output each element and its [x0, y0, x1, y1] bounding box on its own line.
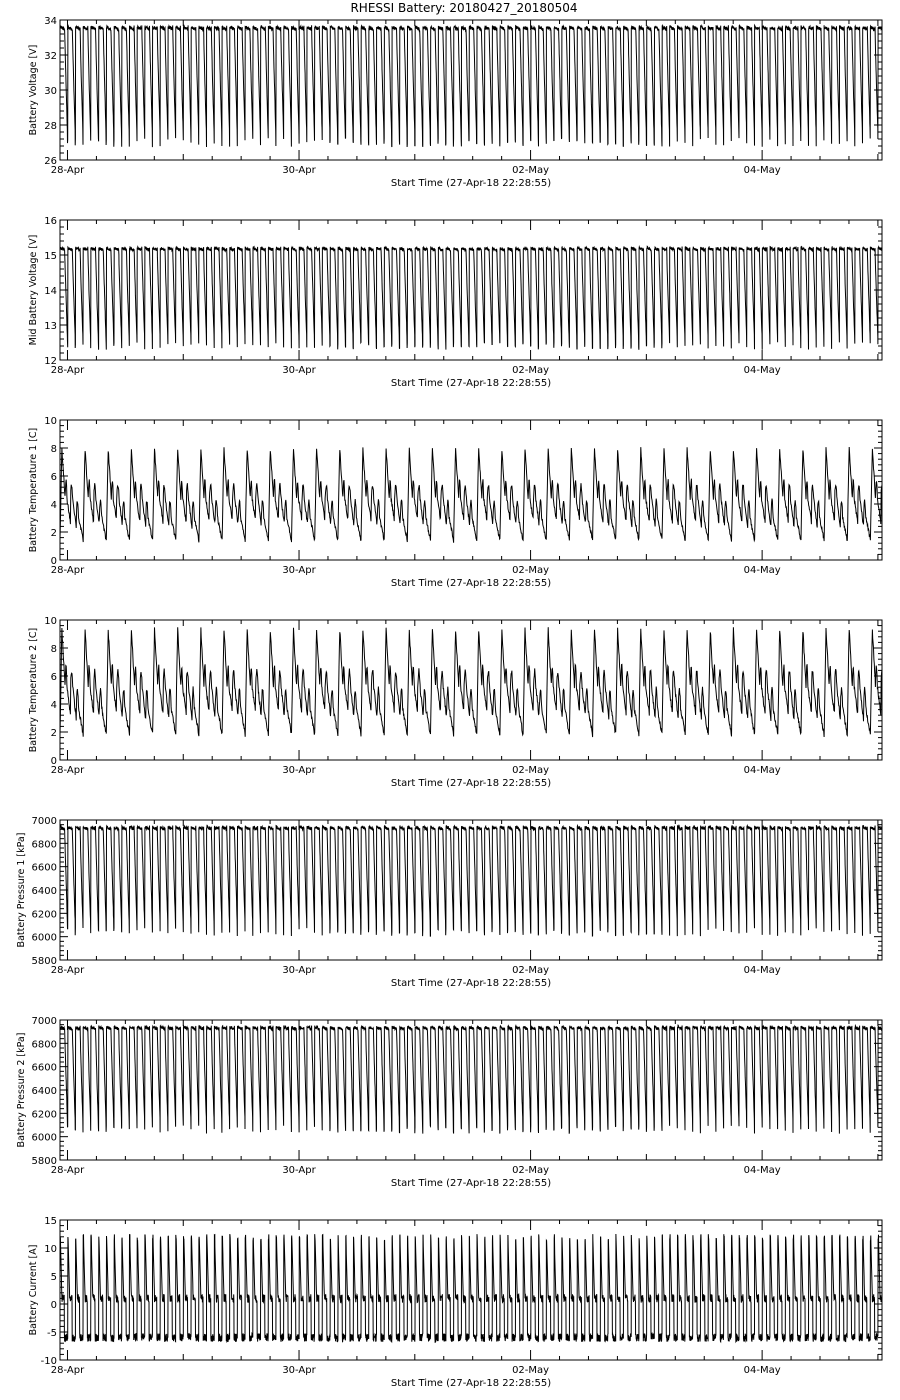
y-tick-label: 6 [50, 672, 57, 683]
x-tick-label: 28-Apr [50, 165, 85, 176]
x-tick-label: 30-Apr [282, 1365, 316, 1376]
y-tick-label: 6600 [31, 1062, 57, 1074]
y-tick-label: 0 [50, 1300, 57, 1311]
x-tick-label: 30-Apr [282, 165, 316, 176]
y-tick-label: 8 [50, 644, 57, 655]
y-tick-label: 28 [44, 121, 57, 132]
x-tick-label: 30-Apr [282, 965, 316, 976]
x-tick-label: 28-Apr [50, 965, 85, 976]
y-tick-label: 6200 [31, 1109, 57, 1121]
x-tick-label: 28-Apr [50, 765, 85, 776]
x-tick-label: 30-Apr [282, 1165, 316, 1176]
y-axis-label: Battery Pressure 1 [kPa] [16, 832, 27, 948]
x-axis-label: Start Time (27-Apr-18 22:28:55) [390, 178, 552, 189]
x-tick-label: 28-Apr [50, 1365, 85, 1376]
x-tick-label: 04-May [743, 165, 781, 176]
y-tick-label: 10 [44, 416, 57, 427]
y-tick-label: 30 [44, 86, 57, 97]
x-tick-label: 28-Apr [50, 365, 85, 376]
x-tick-label: 28-Apr [50, 565, 85, 576]
y-tick-label: 6400 [31, 886, 57, 897]
x-tick-label: 28-Apr [50, 1165, 85, 1176]
y-tick-label: 15 [44, 1216, 57, 1227]
y-tick-label: 6200 [31, 909, 57, 921]
y-tick-label: 16 [44, 216, 57, 227]
x-tick-label: 04-May [743, 365, 781, 376]
y-tick-label: 6000 [31, 1132, 57, 1144]
x-axis-label: Start Time (27-Apr-18 22:28:55) [390, 1378, 552, 1389]
y-tick-label: -5 [47, 1328, 57, 1339]
x-tick-label: 02-May [512, 1165, 550, 1176]
y-tick-label: 10 [44, 616, 57, 627]
y-tick-label: 8 [50, 444, 57, 455]
y-tick-label: 7000 [31, 1016, 57, 1027]
series-line [60, 1234, 882, 1342]
y-tick-label: 14 [44, 286, 57, 297]
y-tick-label: 4 [50, 500, 57, 511]
series-line [60, 1026, 882, 1134]
series-line [60, 825, 882, 936]
y-tick-label: 12 [44, 356, 57, 367]
x-tick-label: 30-Apr [282, 765, 316, 776]
y-tick-label: 6800 [31, 1039, 57, 1051]
x-tick-label: 04-May [743, 965, 781, 976]
x-tick-label: 30-Apr [282, 365, 316, 376]
y-axis-label: Battery Current [A] [28, 1244, 39, 1336]
y-axis-label: Battery Pressure 2 [kPa] [16, 1032, 27, 1148]
y-tick-label: -10 [40, 1356, 57, 1367]
series-line [60, 627, 882, 737]
x-tick-label: 02-May [512, 565, 550, 576]
x-tick-label: 02-May [512, 365, 550, 376]
x-tick-label: 02-May [512, 165, 550, 176]
x-tick-label: 02-May [512, 965, 550, 976]
y-tick-label: 5 [50, 1272, 57, 1283]
series-line [60, 25, 882, 147]
y-tick-label: 15 [44, 251, 57, 262]
y-tick-label: 5800 [31, 1156, 57, 1167]
y-tick-label: 6 [50, 472, 57, 483]
x-tick-label: 02-May [512, 1365, 550, 1376]
y-tick-label: 26 [44, 156, 57, 167]
y-axis-label: Mid Battery Voltage [V] [28, 234, 39, 346]
series-line [60, 447, 882, 543]
y-tick-label: 0 [50, 556, 57, 567]
y-axis-label: Battery Voltage [V] [28, 44, 39, 136]
x-axis-label: Start Time (27-Apr-18 22:28:55) [390, 978, 552, 989]
y-tick-label: 6600 [31, 862, 57, 874]
y-tick-label: 6400 [31, 1086, 57, 1097]
y-tick-label: 10 [44, 1244, 57, 1255]
y-tick-label: 4 [50, 700, 57, 711]
x-tick-label: 04-May [743, 1165, 781, 1176]
y-tick-label: 13 [44, 321, 57, 332]
x-axis-label: Start Time (27-Apr-18 22:28:55) [390, 778, 552, 789]
x-tick-label: 04-May [743, 1365, 781, 1376]
y-axis-label: Battery Temperature 2 [C] [28, 627, 39, 753]
y-tick-label: 6000 [31, 932, 57, 944]
y-tick-label: 5800 [31, 956, 57, 967]
x-axis-label: Start Time (27-Apr-18 22:28:55) [390, 1178, 552, 1189]
y-tick-label: 0 [50, 756, 57, 767]
y-tick-label: 2 [50, 528, 57, 539]
x-tick-label: 04-May [743, 765, 781, 776]
y-tick-label: 32 [44, 51, 57, 62]
y-tick-label: 7000 [31, 816, 57, 827]
y-tick-label: 2 [50, 728, 57, 739]
y-tick-label: 34 [44, 16, 57, 27]
series-line [60, 247, 882, 350]
figure-title: RHESSI Battery: 20180427_20180504 [350, 1, 578, 15]
x-axis-label: Start Time (27-Apr-18 22:28:55) [390, 378, 552, 389]
y-axis-label: Battery Temperature 1 [C] [28, 427, 39, 553]
y-tick-label: 6800 [31, 839, 57, 851]
x-axis-label: Start Time (27-Apr-18 22:28:55) [390, 578, 552, 589]
x-tick-label: 04-May [743, 565, 781, 576]
x-tick-label: 02-May [512, 765, 550, 776]
x-tick-label: 30-Apr [282, 565, 316, 576]
